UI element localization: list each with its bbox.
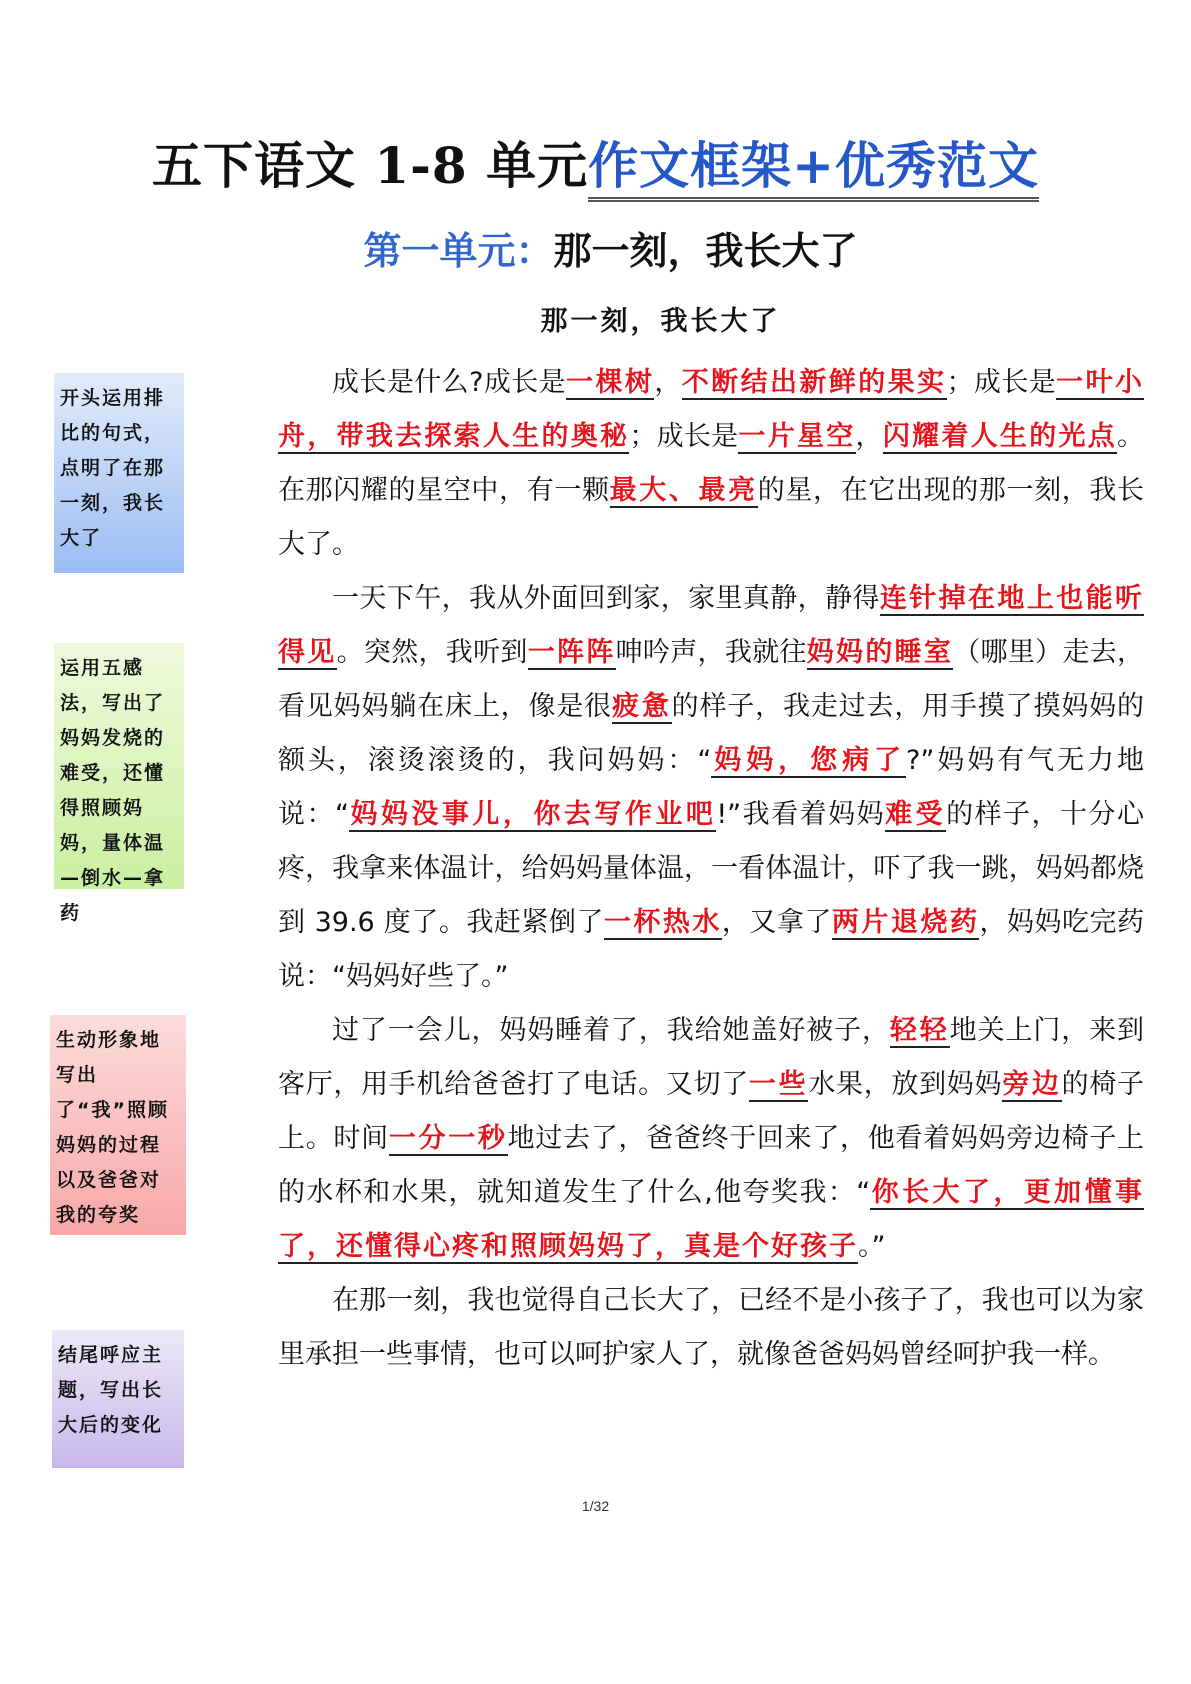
essay-paragraph [278, 1004, 1144, 1274]
text-segment: 成长是什么?成长是 [332, 367, 567, 398]
highlighted-phrase: 妈妈，您病了 [711, 745, 906, 776]
text-segment: ，又拿了 [721, 907, 832, 938]
highlighted-phrase: 疲惫 [612, 691, 672, 722]
highlighted-phrase: 一分一秒 [388, 1123, 508, 1154]
highlighted-phrase: 妈妈的睡室 [806, 637, 954, 668]
highlighted-phrase: 旁边 [1002, 1069, 1062, 1100]
text-segment: 在那一刻，我也觉得自己长大了，已经不是小孩子了，我也可以为家里承担一些事情，也可以呵护家人了，就像爸爸妈妈曾经呵护我一样。 [278, 1285, 1144, 1370]
text-segment: 地过去了，爸爸终于回来了，他看着妈妈旁边椅子上的水杯和水果，就知道发生了什么,他夸奖我：“ [278, 1123, 1145, 1208]
highlighted-phrase: 一片星空 [738, 421, 856, 452]
text-segment: ， [855, 421, 883, 452]
text-segment: 一天下午，我从外面回到家，家里真静，静得 [332, 583, 880, 614]
highlighted-phrase: 不断结出新鲜的果实 [681, 367, 947, 398]
text-segment: 地关上门，来到客厅，用手机给爸爸打了电话。又切了 [278, 1015, 1145, 1100]
unit-heading [0, 225, 1191, 277]
title-highlight: 作文框架+优秀范文 [588, 137, 1039, 202]
highlighted-phrase: 一叶小舟，带我去探索人生的奥秘 [278, 367, 1145, 452]
essay-body [278, 356, 1144, 1382]
text-segment: 过了一会儿，妈妈睡着了，我给她盖好被子， [332, 1015, 890, 1046]
highlighted-phrase: 难受 [885, 799, 947, 830]
highlighted-phrase: 闪耀着人生的光点 [882, 421, 1118, 452]
highlighted-phrase: 一棵树 [566, 367, 655, 398]
text-segment: ；成长是 [629, 421, 739, 452]
annotation-note-senses: 运用五感法，写出了妈妈发烧的难受，还懂得照顾妈妈，量体温—倒水—拿药 [54, 643, 184, 889]
text-segment: !”我看着妈妈 [716, 799, 886, 830]
highlighted-phrase: 一些 [748, 1069, 809, 1100]
text-segment: 的样子，我走过去，用手摸了摸妈妈的额头，滚烫滚烫的，我问妈妈：“ [278, 691, 1145, 776]
title-prefix: 五下语文 1-8 单元 [151, 136, 589, 195]
unit-topic: 那一刻，我长大了 [553, 229, 858, 273]
text-segment: 。突然，我听到 [336, 637, 528, 668]
document-title [0, 134, 1191, 198]
highlighted-phrase: 最大、最亮 [609, 475, 758, 506]
text-segment: 。在那闪耀的星空中，有一颗 [278, 421, 1145, 506]
text-segment: （哪里）走去，看见妈妈躺在床上，像是很 [278, 637, 1145, 722]
text-segment: ；成长是 [946, 367, 1057, 398]
text-segment: 的星，在它出现的那一刻，我长大了。 [278, 475, 1145, 560]
highlighted-phrase: 一杯热水 [603, 907, 722, 938]
text-segment: ，妈妈吃完药说：“妈妈好些了。” [278, 907, 1145, 992]
essay-title: 那一刻，我长大了 [540, 306, 781, 337]
text-segment: 呻吟声，我就往 [615, 637, 807, 668]
text-segment: ， [654, 367, 682, 398]
highlighted-phrase: 你长大了，更加懂事了，还懂得心疼和照顾妈妈了，真是个好孩子 [278, 1177, 1144, 1262]
essay-paragraph [278, 572, 1144, 1004]
text-segment: 的样子，十分心疼，我拿来体温计，给妈妈量体温，一看体温计，吓了我一跳，妈妈都烧到 39.6 度了。我赶紧倒了 [278, 799, 1144, 938]
text-segment: 。” [858, 1231, 886, 1262]
text-segment: 水果，放到妈妈 [808, 1069, 1003, 1100]
annotation-note-process: 生动形象地写出了“我”照顾妈妈的过程以及爸爸对我的夸奖 [50, 1015, 186, 1235]
highlighted-phrase: 妈妈没事儿，你去写作业吧 [348, 799, 717, 830]
text-segment: 的椅子上。时间 [278, 1069, 1145, 1154]
text-segment: ?”妈妈有气无力地说：“ [278, 745, 1144, 830]
page-number: 1/32 [581, 1498, 610, 1514]
annotation-note-opening: 开头运用排比的句式，点明了在那一刻，我长大了 [54, 373, 184, 573]
essay-paragraph [278, 356, 1144, 572]
annotation-note-ending: 结尾呼应主题，写出长大后的变化 [52, 1330, 184, 1468]
highlighted-phrase: 轻轻 [889, 1015, 950, 1046]
essay-paragraph [278, 1274, 1144, 1382]
highlighted-phrase: 连针掉在地上也能听得见 [278, 583, 1145, 668]
highlighted-phrase: 一阵阵 [527, 637, 616, 668]
highlighted-phrase: 两片退烧药 [831, 907, 980, 938]
unit-label: 第一单元： [363, 229, 554, 273]
